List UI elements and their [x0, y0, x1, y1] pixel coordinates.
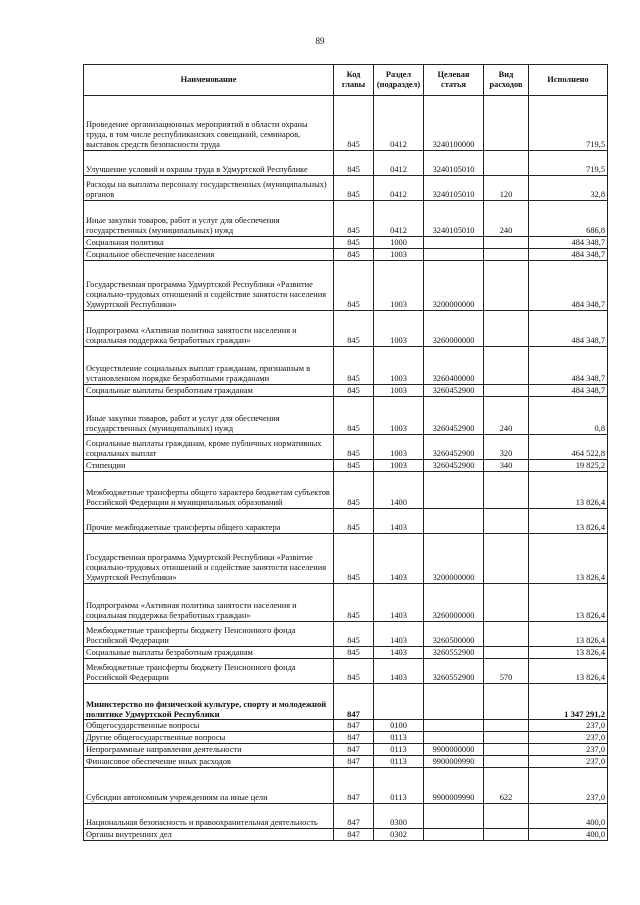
row-code-cell: 847 [334, 732, 374, 744]
table-row [84, 201, 608, 237]
row-article-cell: 9900009990 [424, 768, 484, 804]
row-section-cell: 1403 [374, 622, 424, 647]
row-name-cell: Прочие межбюджетные трансферты общего характера [84, 509, 334, 534]
table-row [84, 397, 608, 435]
row-amount-cell: 484 348,7 [529, 261, 608, 311]
row-expense-type-cell [484, 472, 529, 509]
row-code-cell: 845 [334, 249, 374, 261]
row-amount-cell: 237,0 [529, 744, 608, 756]
row-name-cell: Улучшение условий и охраны труда в Удмуртской Республике [84, 151, 334, 176]
row-article-cell: 3260552900 [424, 659, 484, 684]
table-body [84, 96, 608, 841]
row-section-cell: 1000 [374, 237, 424, 249]
row-name-cell: Иные закупки товаров, работ и услуг для обеспечения государственных (муниципальных) нужд [84, 397, 334, 435]
row-name-cell: Министерство по физической культуре, спорту и молодежной политике Удмуртской Республики [84, 684, 334, 720]
row-expense-type-cell [484, 96, 529, 151]
row-expense-type-cell [484, 829, 529, 841]
table-row [84, 534, 608, 584]
row-code-cell: 845 [334, 397, 374, 435]
row-article-cell: 3240100000 [424, 96, 484, 151]
row-article-cell: 9900009990 [424, 756, 484, 768]
row-expense-type-cell [484, 385, 529, 397]
row-expense-type-cell [484, 151, 529, 176]
row-code-cell: 845 [334, 96, 374, 151]
row-name-cell: Подпрограмма «Активная политика занятости населения и социальная поддержка безработных граждан» [84, 311, 334, 347]
budget-table [83, 64, 608, 841]
row-article-cell: 3240105010 [424, 151, 484, 176]
row-name-cell: Межбюджетные трансферты бюджету Пенсионного фонда Российской Федерации [84, 622, 334, 647]
row-name-cell: Стипендии [84, 460, 334, 472]
row-amount-cell: 484 348,7 [529, 385, 608, 397]
row-section-cell: 0100 [374, 720, 424, 732]
row-section-cell: 0113 [374, 756, 424, 768]
header-executed: Исполнено [529, 65, 608, 96]
row-section-cell: 1403 [374, 659, 424, 684]
row-code-cell: 847 [334, 804, 374, 829]
row-article-cell [424, 509, 484, 534]
row-amount-cell: 13 826,4 [529, 659, 608, 684]
row-code-cell: 845 [334, 311, 374, 347]
row-amount-cell: 13 826,4 [529, 534, 608, 584]
row-section-cell: 1003 [374, 385, 424, 397]
row-article-cell [424, 804, 484, 829]
row-amount-cell: 484 348,7 [529, 237, 608, 249]
row-article-cell [424, 720, 484, 732]
header-code: Код главы [334, 65, 374, 96]
row-article-cell [424, 732, 484, 744]
row-expense-type-cell [484, 311, 529, 347]
row-expense-type-cell [484, 804, 529, 829]
row-amount-cell: 237,0 [529, 732, 608, 744]
header-expense-type: Вид расходов [484, 65, 529, 96]
row-amount-cell: 484 348,7 [529, 249, 608, 261]
row-name-cell: Национальная безопасность и правоохранительная деятельность [84, 804, 334, 829]
row-expense-type-cell [484, 261, 529, 311]
row-section-cell: 1003 [374, 249, 424, 261]
table-row [84, 659, 608, 684]
row-section-cell: 1403 [374, 647, 424, 659]
row-code-cell: 847 [334, 756, 374, 768]
row-section-cell: 0412 [374, 96, 424, 151]
row-amount-cell: 1 347 291,2 [529, 684, 608, 720]
row-name-cell: Государственная программа Удмуртской Республики «Развитие социально-трудовых отношений и содействие занятости населения Удмуртской Республики» [84, 534, 334, 584]
row-article-cell: 9900000000 [424, 744, 484, 756]
row-amount-cell: 237,0 [529, 756, 608, 768]
row-article-cell: 3260000000 [424, 584, 484, 622]
table-row [84, 237, 608, 249]
row-expense-type-cell: 570 [484, 659, 529, 684]
row-code-cell: 847 [334, 829, 374, 841]
row-code-cell: 845 [334, 435, 374, 460]
row-article-cell: 3240105010 [424, 176, 484, 201]
row-expense-type-cell [484, 249, 529, 261]
row-section-cell: 0412 [374, 176, 424, 201]
row-section-cell: 1003 [374, 311, 424, 347]
row-expense-type-cell [484, 647, 529, 659]
row-code-cell: 845 [334, 176, 374, 201]
row-amount-cell: 400,0 [529, 804, 608, 829]
row-name-cell: Иные закупки товаров, работ и услуг для обеспечения государственных (муниципальных) нужд [84, 201, 334, 237]
row-expense-type-cell [484, 534, 529, 584]
row-expense-type-cell: 622 [484, 768, 529, 804]
row-code-cell: 847 [334, 768, 374, 804]
table-row [84, 96, 608, 151]
row-name-cell: Органы внутренних дел [84, 829, 334, 841]
row-expense-type-cell [484, 622, 529, 647]
row-article-cell [424, 684, 484, 720]
row-code-cell: 847 [334, 744, 374, 756]
row-section-cell: 1003 [374, 397, 424, 435]
table-row [84, 176, 608, 201]
row-section-cell: 1003 [374, 347, 424, 385]
row-code-cell: 845 [334, 460, 374, 472]
row-section-cell: 1400 [374, 472, 424, 509]
row-article-cell: 3260552900 [424, 647, 484, 659]
row-name-cell: Субсидии автономным учреждениям на иные цели [84, 768, 334, 804]
table-row [84, 829, 608, 841]
row-name-cell: Подпрограмма «Активная политика занятости населения и социальная поддержка безработных граждан» [84, 584, 334, 622]
row-expense-type-cell [484, 584, 529, 622]
row-expense-type-cell: 320 [484, 435, 529, 460]
row-article-cell: 3260452900 [424, 385, 484, 397]
table-row [84, 509, 608, 534]
row-amount-cell: 13 826,4 [529, 622, 608, 647]
row-amount-cell: 13 826,4 [529, 584, 608, 622]
row-amount-cell: 13 826,4 [529, 647, 608, 659]
row-expense-type-cell: 340 [484, 460, 529, 472]
row-amount-cell: 686,8 [529, 201, 608, 237]
table-row [84, 744, 608, 756]
table-row [84, 347, 608, 385]
table-row [84, 472, 608, 509]
row-article-cell: 3260000000 [424, 311, 484, 347]
page-number: 89 [315, 36, 325, 46]
row-name-cell: Межбюджетные трансферты бюджету Пенсионного фонда Российской Федерации [84, 659, 334, 684]
table-row [84, 622, 608, 647]
row-article-cell: 3260452900 [424, 460, 484, 472]
row-section-cell: 0113 [374, 732, 424, 744]
row-article-cell: 3200000000 [424, 261, 484, 311]
row-article-cell [424, 829, 484, 841]
row-article-cell: 3260400000 [424, 347, 484, 385]
row-expense-type-cell [484, 756, 529, 768]
table-row [84, 732, 608, 744]
row-code-cell: 845 [334, 201, 374, 237]
row-name-cell: Непрограммные направления деятельности [84, 744, 334, 756]
row-code-cell: 845 [334, 622, 374, 647]
table-row [84, 249, 608, 261]
row-amount-cell: 32,8 [529, 176, 608, 201]
row-article-cell: 3260452900 [424, 397, 484, 435]
row-section-cell: 0113 [374, 744, 424, 756]
row-section-cell: 1403 [374, 584, 424, 622]
row-section-cell [374, 684, 424, 720]
table-row [84, 311, 608, 347]
row-code-cell: 845 [334, 385, 374, 397]
row-name-cell: Общегосударственные вопросы [84, 720, 334, 732]
row-amount-cell: 13 826,4 [529, 472, 608, 509]
table-header-row [84, 65, 608, 96]
row-code-cell: 845 [334, 659, 374, 684]
row-amount-cell: 719,5 [529, 151, 608, 176]
table-row [84, 684, 608, 720]
row-expense-type-cell: 240 [484, 397, 529, 435]
row-name-cell: Межбюджетные трансферты общего характера бюджетам субъектов Российской Федерации и муниципальных образований [84, 472, 334, 509]
row-section-cell: 0302 [374, 829, 424, 841]
row-code-cell: 845 [334, 584, 374, 622]
row-name-cell: Финансовое обеспечение иных расходов [84, 756, 334, 768]
table-row [84, 385, 608, 397]
row-section-cell: 0412 [374, 151, 424, 176]
row-name-cell: Другие общегосударственные вопросы [84, 732, 334, 744]
row-section-cell: 0300 [374, 804, 424, 829]
row-section-cell: 1403 [374, 509, 424, 534]
row-amount-cell: 464 522,8 [529, 435, 608, 460]
row-section-cell: 1403 [374, 534, 424, 584]
row-code-cell: 845 [334, 509, 374, 534]
row-section-cell: 1003 [374, 460, 424, 472]
header-article: Целевая статья [424, 65, 484, 96]
row-name-cell: Социальные выплаты гражданам, кроме публичных нормативных социальных выплат [84, 435, 334, 460]
row-name-cell: Социальная политика [84, 237, 334, 249]
row-expense-type-cell [484, 732, 529, 744]
row-code-cell: 845 [334, 261, 374, 311]
header-name: Наименование [84, 65, 334, 96]
row-expense-type-cell [484, 744, 529, 756]
row-code-cell: 845 [334, 237, 374, 249]
row-article-cell: 3260452900 [424, 435, 484, 460]
row-name-cell: Проведение организационных мероприятий в области охраны труда, в том числе республиканских совещаний, семинаров, выставок средств безопасности труда [84, 96, 334, 151]
row-code-cell: 845 [334, 647, 374, 659]
row-code-cell: 847 [334, 720, 374, 732]
table-row [84, 435, 608, 460]
row-article-cell [424, 237, 484, 249]
table-row [84, 151, 608, 176]
row-code-cell: 845 [334, 472, 374, 509]
row-article-cell [424, 249, 484, 261]
table-row [84, 261, 608, 311]
row-name-cell: Осуществление социальных выплат гражданам, признанным в установленном порядке безработными гражданами [84, 347, 334, 385]
row-amount-cell: 400,0 [529, 829, 608, 841]
row-section-cell: 0412 [374, 201, 424, 237]
row-article-cell [424, 472, 484, 509]
row-amount-cell: 484 348,7 [529, 347, 608, 385]
row-amount-cell: 237,0 [529, 720, 608, 732]
row-section-cell: 0113 [374, 768, 424, 804]
table-row [84, 584, 608, 622]
row-name-cell: Социальные выплаты безработным гражданам [84, 647, 334, 659]
row-article-cell: 3240105010 [424, 201, 484, 237]
row-expense-type-cell [484, 720, 529, 732]
row-article-cell: 3200000000 [424, 534, 484, 584]
row-amount-cell: 719,5 [529, 96, 608, 151]
row-code-cell: 847 [334, 684, 374, 720]
header-section: Раздел (подраздел) [374, 65, 424, 96]
row-expense-type-cell [484, 347, 529, 385]
row-name-cell: Государственная программа Удмуртской Республики «Развитие социально-трудовых отношений и содействие занятости населения Удмуртской Республики» [84, 261, 334, 311]
row-amount-cell: 237,0 [529, 768, 608, 804]
row-expense-type-cell [484, 237, 529, 249]
row-expense-type-cell: 240 [484, 201, 529, 237]
row-expense-type-cell [484, 684, 529, 720]
row-amount-cell: 0,8 [529, 397, 608, 435]
row-amount-cell: 19 825,2 [529, 460, 608, 472]
row-name-cell: Социальное обеспечение населения [84, 249, 334, 261]
row-expense-type-cell: 120 [484, 176, 529, 201]
row-section-cell: 1003 [374, 435, 424, 460]
table-row [84, 460, 608, 472]
row-article-cell: 3260500000 [424, 622, 484, 647]
table-row [84, 768, 608, 804]
row-expense-type-cell [484, 509, 529, 534]
table-row [84, 756, 608, 768]
table-row [84, 720, 608, 732]
row-amount-cell: 484 348,7 [529, 311, 608, 347]
table-row [84, 647, 608, 659]
row-name-cell: Социальные выплаты безработным гражданам [84, 385, 334, 397]
table-row [84, 804, 608, 829]
row-section-cell: 1003 [374, 261, 424, 311]
row-code-cell: 845 [334, 151, 374, 176]
row-name-cell: Расходы на выплаты персоналу государственных (муниципальных) органов [84, 176, 334, 201]
row-code-cell: 845 [334, 347, 374, 385]
row-code-cell: 845 [334, 534, 374, 584]
row-amount-cell: 13 826,4 [529, 509, 608, 534]
